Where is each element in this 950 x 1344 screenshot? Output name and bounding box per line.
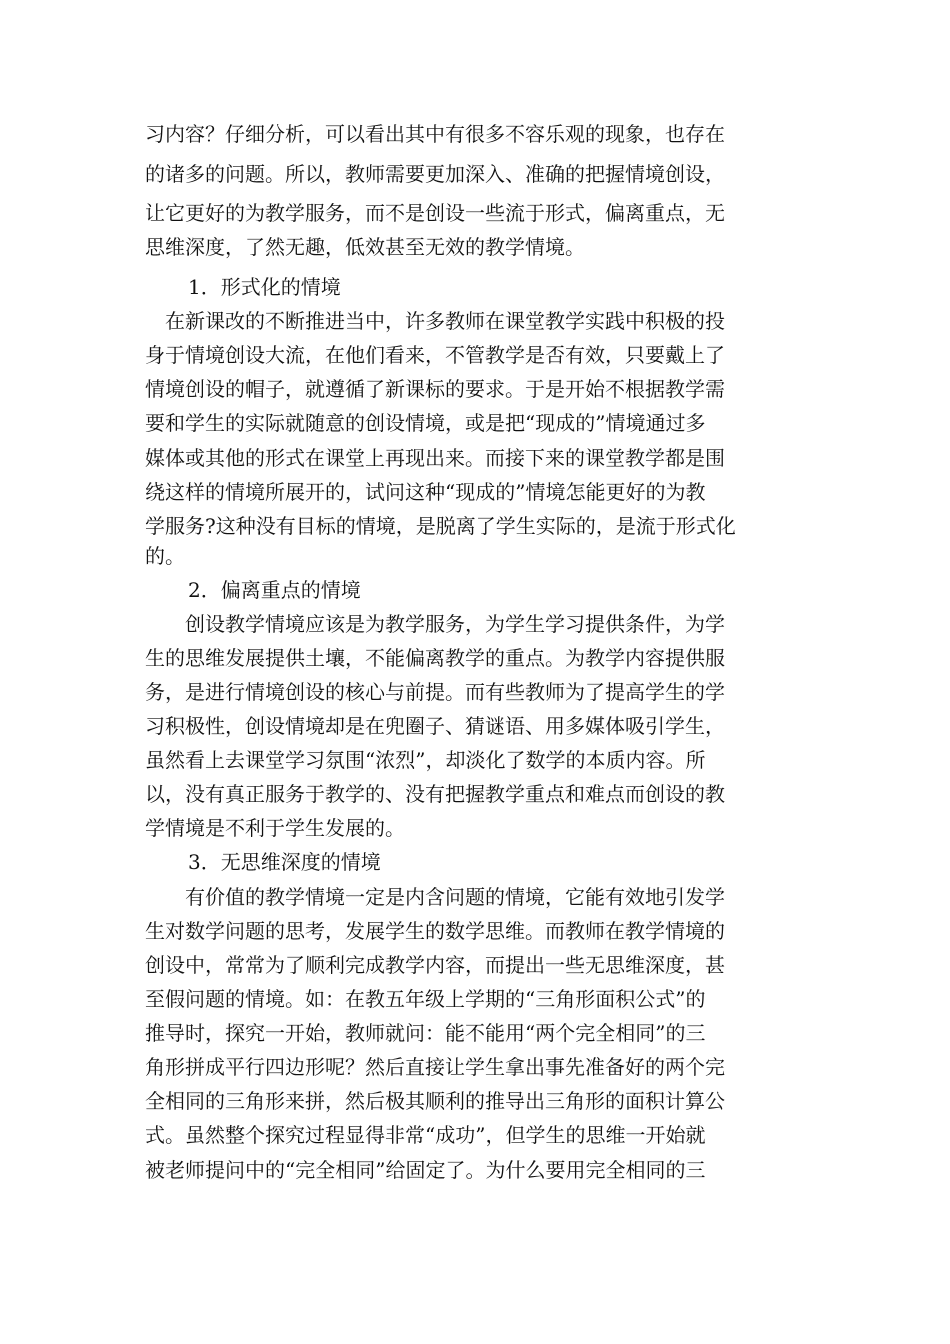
text-line: 学服务?这种没有目标的情境，是脱离了学生实际的，是流于形式化: [145, 514, 736, 538]
section-heading: 2．偏离重点的情境: [188, 578, 361, 602]
text-line: 让它更好的为教学服务，而不是创设一些流于形式，偏离重点，无: [145, 201, 725, 225]
text-line: 创设教学情境应该是为教学服务，为学生学习提供条件，为学: [145, 612, 725, 636]
text-line: 媒体或其他的形式在课堂上再现出来。而接下来的课堂教学都是围: [145, 446, 725, 470]
text-line: 务，是进行情境创设的核心与前提。而有些教师为了提高学生的学: [145, 680, 725, 704]
text-line: 学情境是不利于学生发展的。: [145, 816, 405, 840]
text-line: 推导时，探究一开始，教师就问：能不能用“两个完全相同”的三: [145, 1021, 706, 1045]
text-line: 虽然看上去课堂学习氛围“浓烈”，却淡化了数学的本质内容。所: [145, 748, 706, 772]
text-line: 生对数学问题的思考，发展学生的数学思维。而教师在教学情境的: [145, 919, 725, 943]
text-line: 被老师提问中的“完全相同”给固定了。为什么要用完全相同的三: [145, 1158, 706, 1182]
text-line: 生的思维发展提供土壤，不能偏离教学的重点。为教学内容提供服: [145, 646, 725, 670]
section-heading: 3．无思维深度的情境: [188, 850, 381, 874]
text-line: 在新课改的不断推进当中，许多教师在课堂教学实践中积极的投: [145, 309, 725, 333]
text-line: 习内容？仔细分析，可以看出其中有很多不容乐观的现象，也存在: [145, 122, 725, 146]
text-line: 身于情境创设大流，在他们看来，不管教学是否有效，只要戴上了: [145, 343, 725, 367]
text-line: 的。: [145, 544, 185, 568]
text-line: 以，没有真正服务于教学的、没有把握教学重点和难点而创设的教: [145, 782, 725, 806]
text-line: 的诸多的问题。所以，教师需要更加深入、准确的把握情境创设，: [145, 162, 725, 186]
text-line: 有价值的教学情境一定是内含问题的情境，它能有效地引发学: [145, 885, 725, 909]
text-line: 全相同的三角形来拼，然后极其顺利的推导出三角形的面积计算公: [145, 1089, 725, 1113]
text-line: 思维深度，了然无趣，低效甚至无效的教学情境。: [145, 235, 585, 259]
text-line: 创设中，常常为了顺利完成教学内容，而提出一些无思维深度，甚: [145, 953, 725, 977]
text-line: 角形拼成平行四边形呢？然后直接让学生拿出事先准备好的两个完: [145, 1055, 725, 1079]
text-line: 要和学生的实际就随意的创设情境，或是把“现成的”情境通过多: [145, 411, 706, 435]
section-heading: 1．形式化的情境: [188, 275, 341, 299]
text-line: 情境创设的帽子，就遵循了新课标的要求。于是开始不根据教学需: [145, 377, 725, 401]
text-line: 习积极性，创设情境却是在兜圈子、猜谜语、用多媒体吸引学生，: [145, 714, 725, 738]
text-line: 式。虽然整个探究过程显得非常“成功”，但学生的思维一开始就: [145, 1123, 706, 1147]
text-line: 至假问题的情境。如：在教五年级上学期的“三角形面积公式”的: [145, 987, 706, 1011]
text-line: 绕这样的情境所展开的，试问这种“现成的”情境怎能更好的为教: [145, 480, 706, 504]
